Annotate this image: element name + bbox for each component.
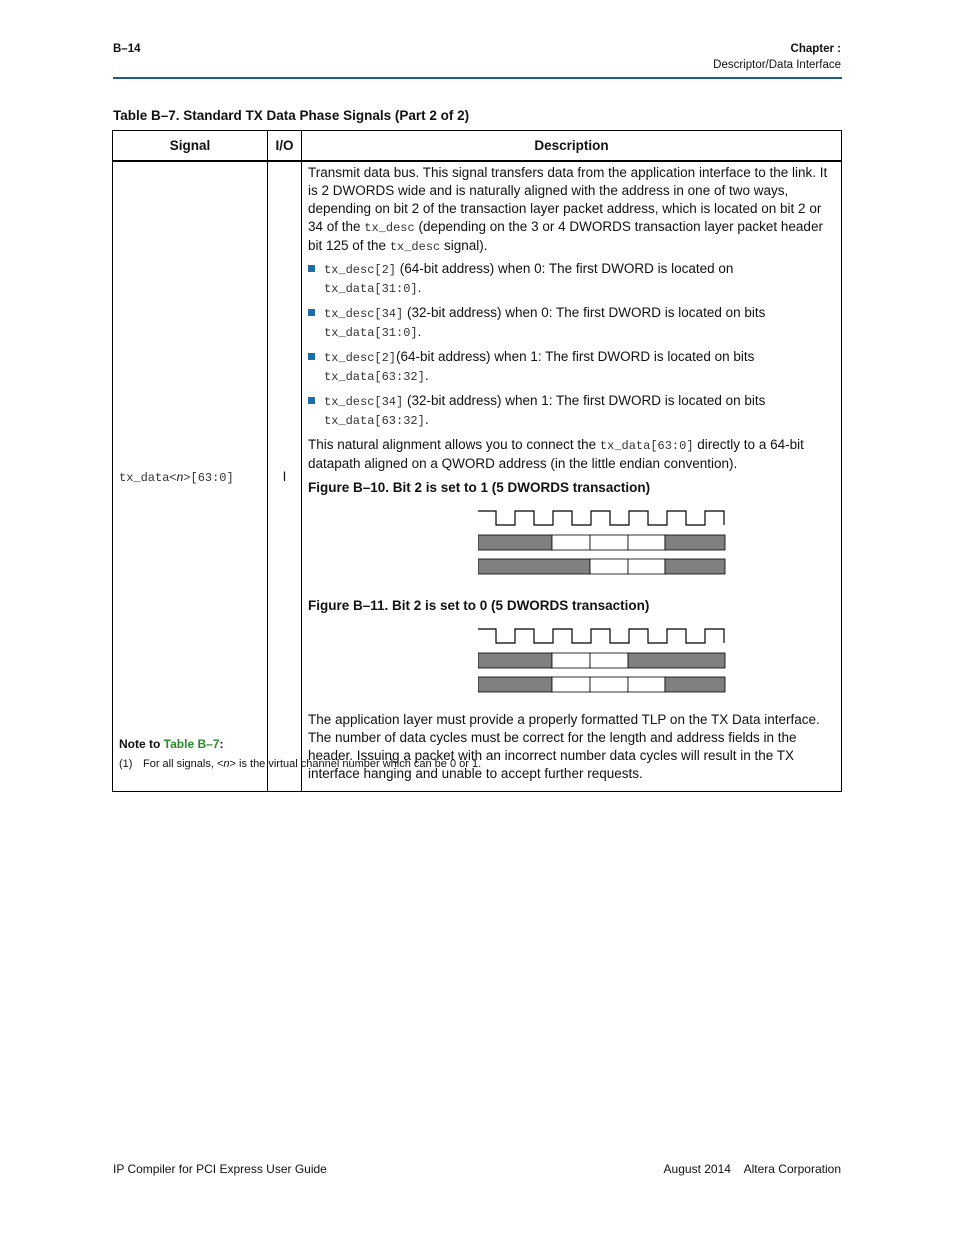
notes-title-suffix: : xyxy=(219,737,224,751)
chapter-label: Chapter : xyxy=(790,43,841,55)
table-reference-link[interactable]: Table B–7 xyxy=(163,737,220,751)
signal-cell xyxy=(113,161,268,792)
data-phase-bar xyxy=(590,535,628,550)
align-text-2: directly to a 64-bit datapath aligned on a QWORD address (in the little endian convention). xyxy=(308,437,804,471)
data-phase-bar xyxy=(552,653,590,668)
intro-code-2: tx_desc xyxy=(389,240,441,254)
figure-10-caption: Figure B–10. Bit 2 is set to 1 (5 DWORDS transaction) xyxy=(308,480,651,495)
bullet-code: tx_desc[2] xyxy=(324,263,397,277)
data-phase-bar xyxy=(552,677,590,692)
signal-name-prefix: tx_data< xyxy=(119,470,177,485)
data-phase-bar xyxy=(628,677,665,692)
align-code: tx_data[63:0] xyxy=(599,439,694,453)
signal-table xyxy=(112,130,842,792)
bullet-text: (64-bit address) when 1: The first DWORD is located on bits xyxy=(396,349,755,364)
clock-waveform xyxy=(478,511,724,525)
figure-10-waveform xyxy=(478,507,728,577)
square-bullet-icon xyxy=(308,309,315,316)
list-item xyxy=(308,304,833,342)
bullet-text: (32-bit address) when 0: The first DWORD is located on bits xyxy=(403,305,766,320)
table-row xyxy=(113,161,842,792)
data-phase-bar xyxy=(478,559,590,574)
closing-paragraph: The application layer must provide a properly formatted TLP on the TX Data interface. The number of data cycles must be correct for the length and address fields in the header. Issuing a packet with an incorrect number data cycles will result in the TX interface hanging and unable to accept further requests. xyxy=(308,712,820,781)
data-phase-bar xyxy=(590,653,628,668)
header-rule xyxy=(113,77,842,79)
figure-11-caption: Figure B–11. Bit 2 is set to 0 (5 DWORDS transaction) xyxy=(308,598,650,613)
bullet-code-2: tx_data[63:32] xyxy=(324,414,425,428)
signal-name-var: n xyxy=(176,469,184,484)
bullet-code: tx_desc[34] xyxy=(324,307,404,321)
io-cell: I xyxy=(268,161,302,792)
square-bullet-icon xyxy=(308,353,315,360)
list-item xyxy=(308,348,833,386)
data-phase-bar xyxy=(628,535,665,550)
note-item xyxy=(119,758,481,770)
table-header-row xyxy=(113,131,842,162)
data-phase-bar xyxy=(665,535,725,550)
intro-code: tx_desc xyxy=(364,221,415,235)
square-bullet-icon xyxy=(308,397,315,404)
bullet-list xyxy=(308,260,833,430)
data-phase-bar xyxy=(590,677,628,692)
bullet-code: tx_desc[34] xyxy=(324,395,404,409)
notes-title xyxy=(119,737,223,751)
list-item xyxy=(308,260,833,298)
note-number: (1) xyxy=(119,758,133,770)
page-number: B–14 xyxy=(113,43,141,55)
bullet-tail: . xyxy=(417,324,422,339)
column-header-description: Description xyxy=(302,131,842,162)
note-text: For all signals, < xyxy=(143,758,224,770)
description-cell xyxy=(302,161,842,792)
intro-text-2: (depending on the 3 or 4 DWORDS transaction layer packet header bit 125 of the xyxy=(308,219,823,253)
intro-text-3: signal). xyxy=(440,238,488,253)
note-var: n xyxy=(223,758,230,770)
intro-text: Transmit data bus. This signal transfers data from the application interface to the link. It is 2 DWORDS wide and is naturally aligned with the address in one of two ways, depending on bit 2 of the transaction layer packet address, which is located on bit 2 or 34 of the xyxy=(308,165,828,234)
bullet-tail: . xyxy=(424,412,429,427)
section-title: Descriptor/Data Interface xyxy=(713,59,841,71)
data-phase-bar xyxy=(665,559,725,574)
data-phase-bar xyxy=(628,559,665,574)
bullet-code-2: tx_data[31:0] xyxy=(324,326,418,340)
bullet-code-2: tx_data[31:0] xyxy=(324,282,418,296)
note-text-2: > is the virtual channel number which can be 0 or 1. xyxy=(229,758,482,770)
column-header-io: I/O xyxy=(268,131,302,162)
clock-waveform xyxy=(478,629,724,643)
bullet-tail: . xyxy=(424,368,429,383)
bullet-tail: . xyxy=(417,280,422,295)
alignment-paragraph xyxy=(308,436,833,473)
figure-11-waveform xyxy=(478,625,728,695)
intro-paragraph xyxy=(308,164,833,256)
data-phase-bar xyxy=(478,535,552,550)
align-text: This natural alignment allows you to connect the xyxy=(308,437,600,452)
data-phase-bar xyxy=(628,653,725,668)
data-phase-bar xyxy=(478,677,552,692)
footer-date-company: August 2014 Altera Corporation xyxy=(663,1162,841,1176)
data-phase-bar xyxy=(478,653,552,668)
list-item xyxy=(308,392,833,430)
table-caption: Table B–7. Standard TX Data Phase Signals (Part 2 of 2) xyxy=(113,108,470,123)
bullet-code: tx_desc[2] xyxy=(324,351,397,365)
data-phase-bar xyxy=(552,535,590,550)
figure-11 xyxy=(308,625,833,709)
bullet-code-2: tx_data[63:32] xyxy=(324,370,425,384)
square-bullet-icon xyxy=(308,265,315,272)
footer-doc-title: IP Compiler for PCI Express User Guide xyxy=(113,1162,327,1176)
column-header-signal: Signal xyxy=(113,131,268,162)
bullet-text: (32-bit address) when 1: The first DWORD is located on bits xyxy=(403,393,766,408)
notes-title-prefix: Note to xyxy=(119,737,164,751)
signal-name-suffix: >[63:0] xyxy=(183,470,234,485)
bullet-text: (64-bit address) when 0: The first DWORD is located on xyxy=(396,261,734,276)
figure-10 xyxy=(308,507,833,591)
data-phase-bar xyxy=(590,559,628,574)
data-phase-bar xyxy=(665,677,725,692)
